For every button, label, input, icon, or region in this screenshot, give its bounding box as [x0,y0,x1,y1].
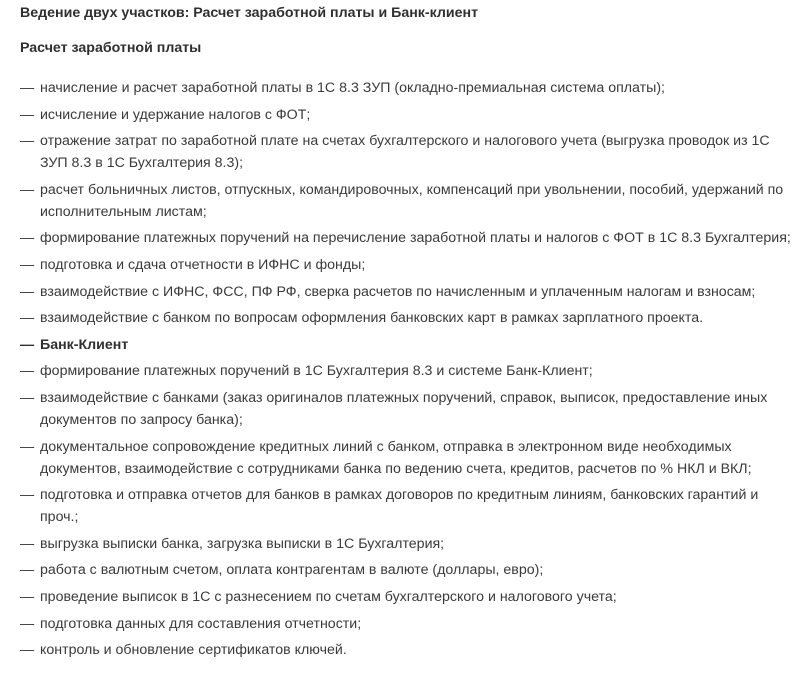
list-item [20,639,800,661]
duties-list [20,77,800,666]
list-item [20,586,800,608]
list-dash: — [20,535,35,552]
list-dash: — [20,133,35,150]
list-item-text: начисление и расчет заработной платы в 1С 8.3 ЗУП (окладно-премиальная система оплаты); [40,80,665,96]
list-item [20,77,800,99]
list-item-text: подготовка и сдача отчетности в ИФНС и фонды; [40,256,366,273]
list-item-text: выгрузка выписки банка, загрузка выписки в 1С Бухгалтерия; [40,535,445,552]
list-item-text: отражение затрат по заработной плате на счетах бухгалтерского и налогового учета (выгрузка проводок из 1С ЗУП 8.3 в 1С Бухгалтерия 8.3); [40,133,770,172]
list-dash: — [20,336,35,353]
list-dash: — [20,230,35,247]
list-item [20,559,800,581]
list-item [20,613,800,635]
list-dash: — [20,310,35,327]
list-item [20,387,800,431]
list-item [20,307,800,329]
list-dash: — [20,438,35,455]
page-title: Ведение двух участков: Расчет заработной платы и Банк-клиент [20,5,479,21]
list-item [20,227,800,249]
list-item-text: формирование платежных поручений на перечисление заработной платы и налогов с ФОТ в 1С 8.3 Бухгалтерия; [40,230,791,247]
list-item-text: расчет больничных листов, отпускных, командировочных, компенсаций при увольнении, пособий, удержаний по исполнительным листам; [40,181,784,220]
list-item-text: Банк-Клиент [40,336,129,353]
list-item-text: взаимодействие с ИФНС, ФСС, ПФ РФ, сверка расчетов по начисленным и уплаченным налогам и взносам; [40,283,756,300]
list-item [20,281,800,303]
list-item-text: документальное сопровождение кредитных линий с банком, отправка в электронном виде необходимых документов, взаимодействие с сотрудниками банка по ведению счета, кредитов, расчетов по % НКЛ и ВКЛ; [40,438,752,477]
list-dash: — [20,487,35,504]
list-item [20,104,800,126]
list-item [20,360,800,382]
list-item [20,254,800,276]
list-dash: — [20,363,35,380]
list-item [20,484,800,528]
list-dash: — [20,80,35,96]
section-heading-bank-client [20,334,800,356]
list-item [20,130,800,174]
list-dash: — [20,615,35,632]
list-item-text: контроль и обновление сертификатов ключей. [40,642,347,659]
list-item-text: формирование платежных поручений в 1С Бухгалтерия 8.3 и системе Банк-Клиент; [40,363,593,380]
list-item-text: подготовка и отправка отчетов для банков в рамках договоров по кредитным линиям, банковских гарантий и проч.; [40,487,759,526]
list-item-text: проведение выписок в 1С с разнесением по счетам бухгалтерского и налогового учета; [40,588,617,605]
list-dash: — [20,106,35,123]
list-item-text: исчисление и удержание налогов с ФОТ; [40,106,311,123]
list-dash: — [20,389,35,406]
list-dash: — [20,562,35,579]
list-item-text: работа с валютным счетом, оплата контрагентам в валюте (доллары, евро); [40,562,544,579]
list-item-text: подготовка данных для составления отчетности; [40,615,362,632]
list-dash: — [20,642,35,659]
list-item [20,179,800,223]
list-dash: — [20,181,35,198]
section-heading-payroll: Расчет заработной платы [20,40,202,56]
list-item [20,436,800,480]
list-item-text: взаимодействие с банком по вопросам оформления банковских карт в рамках зарплатного проекта. [40,310,704,327]
list-item-text: взаимодействие с банками (заказ оригиналов платежных поручений, справок, выписок, предоставление иных документов по запросу банка); [40,389,768,428]
list-dash: — [20,256,35,273]
list-dash: — [20,283,35,300]
list-item [20,533,800,555]
list-dash: — [20,588,35,605]
